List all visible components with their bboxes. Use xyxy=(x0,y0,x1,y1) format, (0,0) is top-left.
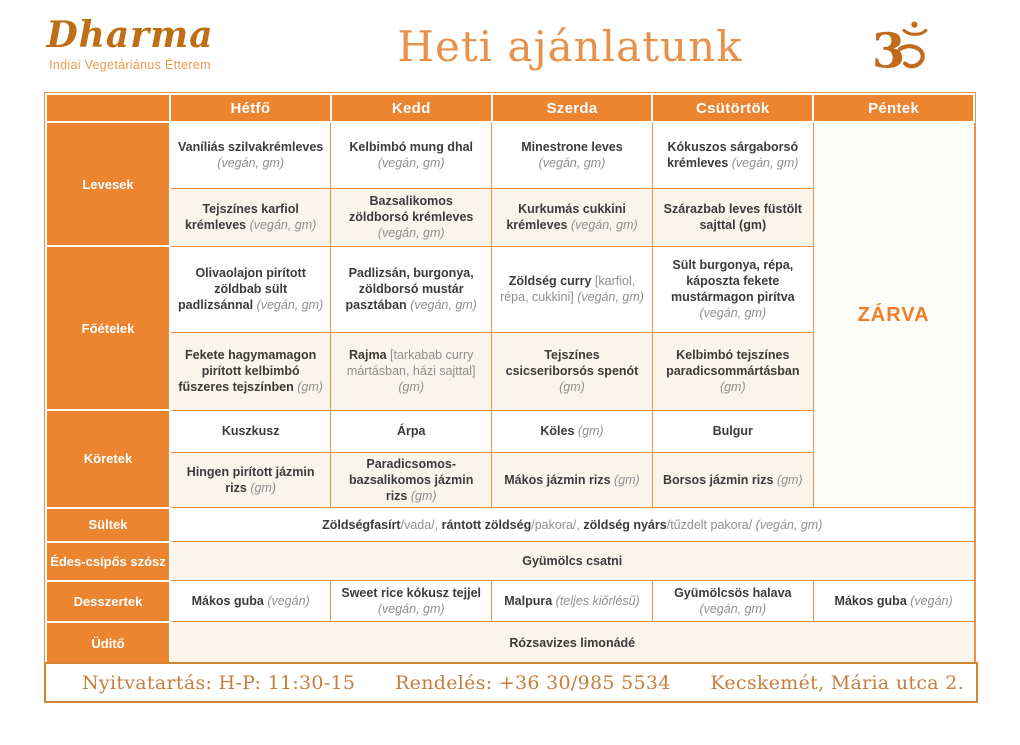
menu-cell: Fekete hagymamagon pirított kelbimbó fűszeres tejszínben (gm) xyxy=(170,332,331,410)
row-label-drink: Üditő xyxy=(46,622,170,665)
menu-cell: Sült burgonya, répa, káposzta fekete mustármagon pirítva (vegán, gm) xyxy=(652,246,813,332)
svg-text:3: 3 xyxy=(872,23,906,76)
address: Kecskemét, Mária utca 2. xyxy=(710,671,964,694)
menu-cell: Köles (gm) xyxy=(492,410,653,452)
menu-cell: Kelbimbó mung dhal (vegán, gm) xyxy=(331,122,492,188)
menu-cell: Zöldség curry [karfiol, répa, cukkini] (vegán, gm) xyxy=(492,246,653,332)
brand-tagline: Indiai Vegetáriánus Étterem xyxy=(49,57,211,72)
menu-cell: Paradicsomos-bazsalikomos jázmin rizs (gm) xyxy=(331,452,492,508)
day-header-thursday: Csütörtök xyxy=(652,94,813,122)
drink-row-cell: Rózsavizes limonádé xyxy=(170,622,974,665)
closed-cell: ZÁRVA xyxy=(813,122,974,508)
day-header-friday: Péntek xyxy=(813,94,974,122)
sauce-row-cell: Gyümölcs csatni xyxy=(170,542,974,581)
menu-cell: Kókuszos sárgaborsó krémleves (vegán, gm) xyxy=(652,122,813,188)
menu-cell: Tejszínes karfiol krémleves (vegán, gm) xyxy=(170,188,331,246)
menu-cell: Tejszínes csicseriborsós spenót (gm) xyxy=(492,332,653,410)
day-header-monday: Hétfő xyxy=(170,94,331,122)
menu-cell: Olivaolajon pirított zöldbab sült padlizsánnal (vegán, gm) xyxy=(170,246,331,332)
menu-cell: Hingen pirított jázmin rizs (gm) xyxy=(170,452,331,508)
menu-cell: Rajma [tarkabab curry mártásban, házi sajttal] (gm) xyxy=(331,332,492,410)
menu-cell: Mákos guba (vegán) xyxy=(170,581,331,622)
corner-cell xyxy=(46,94,170,122)
fried-row-cell: Zöldségfasírt/vada/, rántott zöldség/pakora/, zöldség nyárs/tűzdelt pakora/ (vegán, gm) xyxy=(170,508,974,542)
row-label-desserts: Desszertek xyxy=(46,581,170,622)
brand-name: Dharma xyxy=(46,14,214,56)
row-label-sides: Köretek xyxy=(46,410,170,508)
menu-cell: Mákos guba (vegán) xyxy=(813,581,974,622)
menu-cell: Mákos jázmin rizs (gm) xyxy=(492,452,653,508)
menu-cell: Vaníliás szilvakrémleves (vegán, gm) xyxy=(170,122,331,188)
menu-cell: Borsos jázmin rizs (gm) xyxy=(652,452,813,508)
om-icon xyxy=(872,20,932,76)
page-title: Heti ajánlatunk xyxy=(397,22,743,71)
menu-cell: Árpa xyxy=(331,410,492,452)
opening-hours: Nyitvatartás: H-P: 11:30-15 xyxy=(82,671,356,694)
menu-cell: Minestrone leves (vegán, gm) xyxy=(492,122,653,188)
row-label-mains: Főételek xyxy=(46,246,170,410)
menu-cell: Bulgur xyxy=(652,410,813,452)
menu-cell: Szárazbab leves füstölt sajttal (gm) xyxy=(652,188,813,246)
row-label-soups: Levesek xyxy=(46,122,170,246)
day-header-tuesday: Kedd xyxy=(331,94,492,122)
menu-cell: Bazsalikomos zöldborsó krémleves (vegán, gm) xyxy=(331,188,492,246)
day-header-wednesday: Szerda xyxy=(492,94,653,122)
menu-cell: Gyümölcsös halava (vegán, gm) xyxy=(652,581,813,622)
menu-cell: Kelbimbó tejszínes paradicsommártásban (gm) xyxy=(652,332,813,410)
order-phone: Rendelés: +36 30/985 5534 xyxy=(395,671,671,694)
footer-bar xyxy=(44,662,978,703)
menu-cell: Padlizsán, burgonya, zöldborsó mustár pasztában (vegán, gm) xyxy=(331,246,492,332)
menu-cell: Sweet rice kókusz tejjel (vegán, gm) xyxy=(331,581,492,622)
menu-table xyxy=(44,92,976,667)
menu-cell: Malpura (teljes kiőrlésű) xyxy=(492,581,653,622)
row-label-fried: Sültek xyxy=(46,508,170,542)
menu-cell: Kurkumás cukkini krémleves (vegán, gm) xyxy=(492,188,653,246)
row-label-sauce: Édes-csípős szósz xyxy=(46,542,170,581)
menu-cell: Kuszkusz xyxy=(170,410,331,452)
